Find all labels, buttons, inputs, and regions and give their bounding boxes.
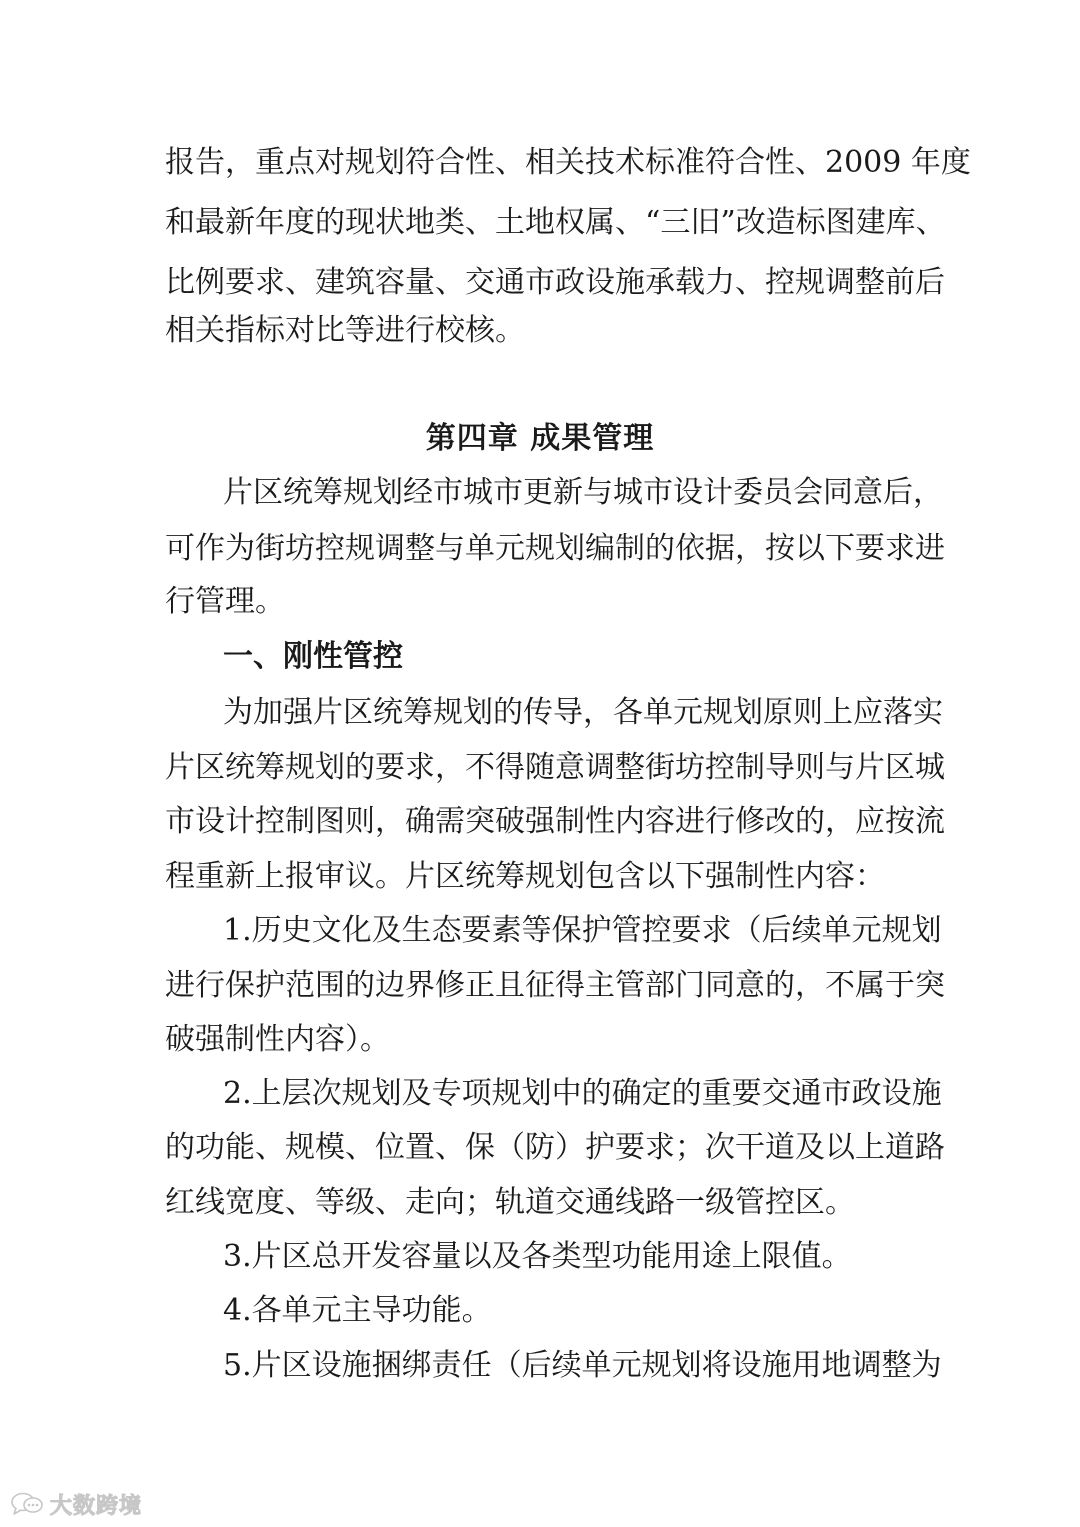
list-item-line: 5.片区设施捆绑责任（后续单元规划将设施用地调整为 [223, 1348, 942, 1383]
list-item-line: 进行保护范围的边界修正且征得主管部门同意的，不属于突 [165, 968, 945, 1003]
paragraph-line: 程重新上报审议。片区统筹规划包含以下强制性内容： [165, 859, 885, 894]
paragraph-line: 片区统筹规划的要求，不得随意调整街坊控制导则与片区城 [165, 750, 945, 785]
paragraph-line: 报告，重点对规划符合性、相关技术标准符合性、2009 年度 [165, 145, 971, 180]
paragraph-line: 市设计控制图则，确需突破强制性内容进行修改的，应按流 [165, 804, 945, 839]
paragraph-line: 可作为街坊控规调整与单元规划编制的依据，按以下要求进 [165, 531, 945, 566]
paragraph-line: 比例要求、建筑容量、交通市政设施承载力、控规调整前后 [165, 265, 945, 300]
list-item-line: 4.各单元主导功能。 [223, 1293, 492, 1328]
list-item-line: 1.历史文化及生态要素等保护管控要求（后续单元规划 [223, 913, 942, 948]
paragraph-line: 和最新年度的现状地类、土地权属、“三旧”改造标图建库、 [165, 205, 946, 240]
list-item-line: 的功能、规模、位置、保（防）护要求；次干道及以上道路 [165, 1130, 945, 1165]
list-item-line: 红线宽度、等级、走向；轨道交通线路一级管控区。 [165, 1185, 855, 1220]
paragraph-line: 行管理。 [165, 584, 285, 619]
paragraph-line: 片区统筹规划经市城市更新与城市设计委员会同意后， [223, 475, 943, 510]
list-item-line: 2.上层次规划及专项规划中的确定的重要交通市政设施 [223, 1076, 942, 1111]
chapter-title: 第四章 成果管理 [425, 421, 655, 456]
watermark-text: 大数跨境 [50, 1493, 143, 1519]
watermark [10, 1488, 142, 1520]
paragraph-line: 相关指标对比等进行校核。 [165, 313, 525, 348]
list-item-line: 破强制性内容）。 [165, 1022, 390, 1057]
list-item-line: 3.片区总开发容量以及各类型功能用途上限值。 [223, 1239, 852, 1274]
section-title: 一、刚性管控 [223, 639, 403, 674]
chat-bubbles-icon [10, 1491, 44, 1517]
paragraph-line: 为加强片区统筹规划的传导，各单元规划原则上应落实 [223, 695, 943, 730]
